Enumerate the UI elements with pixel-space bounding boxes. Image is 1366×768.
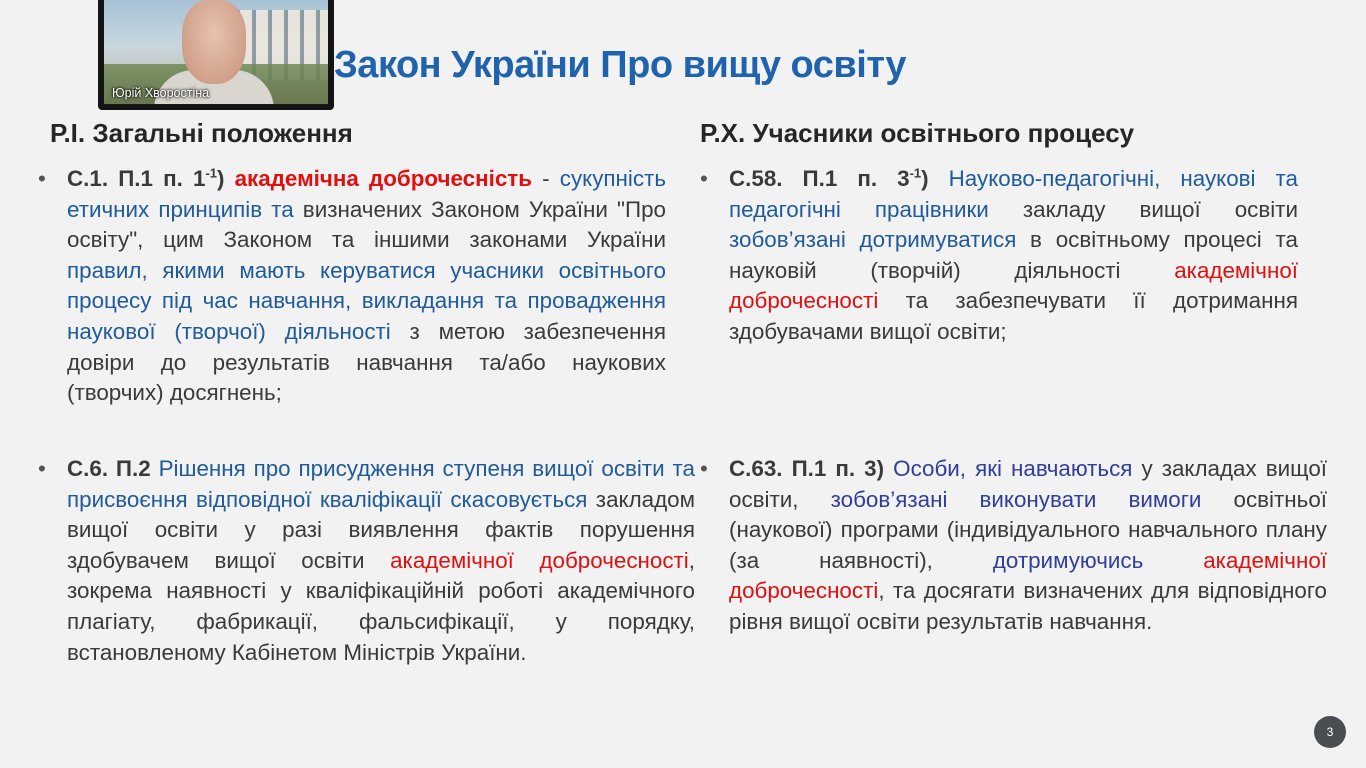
bullet-icon: • [38,456,46,481]
right-section-heading: Р.Х. Учасники освітнього процесу [700,118,1135,148]
left-column-list [38,164,695,665]
highlight-phrase: правил, якими мають керуватися учасники освітнього процесу під час навчання, викладання та провадження наукової (творчої) діяльності [67,257,666,344]
right-column-list [700,164,1328,634]
highlight-phrase: Рішення про присудження ступеня вищої освіти та присвоєння відповідної кваліфікації скасовується [67,456,695,512]
article-reference: С.6. П.2 [67,456,151,481]
left-paragraph-1: • С.1. П.1 п. $1^{-1}$) академічна доброчесність - сукупність етичних принципів та визначених Законом України "Про освіту", цим Законом та іншими законами України правил, якими мають керуватися учасники освітнього процесу під час навчання, викладання та провадження наукової (творчої) діяльності з метою забезпечення довіри до результатів навчання та/або наукових (творчих) досягнень; [38,165,666,406]
participant-video-feed [104,0,328,104]
highlight-term: академічної доброчесності [729,547,1327,604]
participant-video-tile[interactable] [98,0,334,110]
highlight-phrase: зобов’язані дотримуватися [729,227,1017,253]
article-reference: С.1. П.1 п. $1^{-1}$) [67,165,225,191]
participant-face [182,0,246,84]
right-paragraph-1: • С.58. П.1 п. $3^{-1}$) Науково-педагогічні, наукові та педагогічні працівники закладу вищої освіти зобов’язані дотримуватися в освітньому процесі та науковій (творчій) діяльності академічної доброчесності та забезпечувати її дотримання здобувачами вищої освіти; [700,165,1299,344]
highlight-phrase: дотримуючись [992,547,1144,573]
left-section-heading: Р.І. Загальні положення [50,118,353,148]
bullet-icon: • [700,456,708,481]
page-number-badge: 3 [1314,716,1346,748]
slide-title: Закон України Про вищу освіту [334,44,907,86]
bullet-icon: • [38,166,46,191]
highlight-phrase: зобов’язані виконувати вимоги [830,486,1202,512]
article-reference: С.58. П.1 п. $3^{-1}$) [729,165,929,191]
highlight-term: академічної доброчесності [390,547,689,573]
highlight-phrase: сукупність етичних принципів та [67,166,666,222]
highlight-phrase: Науково-педагогічні, наукові та педагогічні працівники [729,166,1298,222]
left-paragraph-2: • С.6. П.2 Рішення про присудження ступеня вищої освіти та присвоєння відповідної кваліфікації скасовується закладом вищої освіти у разі виявлення фактів порушення здобувачем вищої освіти академічної доброчесності, зокрема наявності у кваліфікаційній роботі академічного плагіату, фабрикації, фальсифікації, у порядку, встановленому Кабінетом Міністрів України. [38,456,695,665]
highlight-term: академічної доброчесності [729,257,1298,314]
bullet-icon: • [700,166,708,191]
highlight-term: академічна доброчесність [234,166,533,191]
participant-name-label: Юрій Хворостіна [112,86,210,100]
article-reference: С.63. П.1 п. 3) [729,456,885,481]
highlight-phrase: Особи, які навчаються [884,456,1133,481]
right-paragraph-2: • С.63. П.1 п. 3) Особи, які навчаються у закладах вищої освіти, зобов’язані виконувати вимоги освітньої (наукової) програми (індивідуального навчального плану (за наявності), дотримуючись академічної доброчесності, та досягати визначених для відповідного рівня вищої освіти результатів навчання. [700,456,1328,634]
